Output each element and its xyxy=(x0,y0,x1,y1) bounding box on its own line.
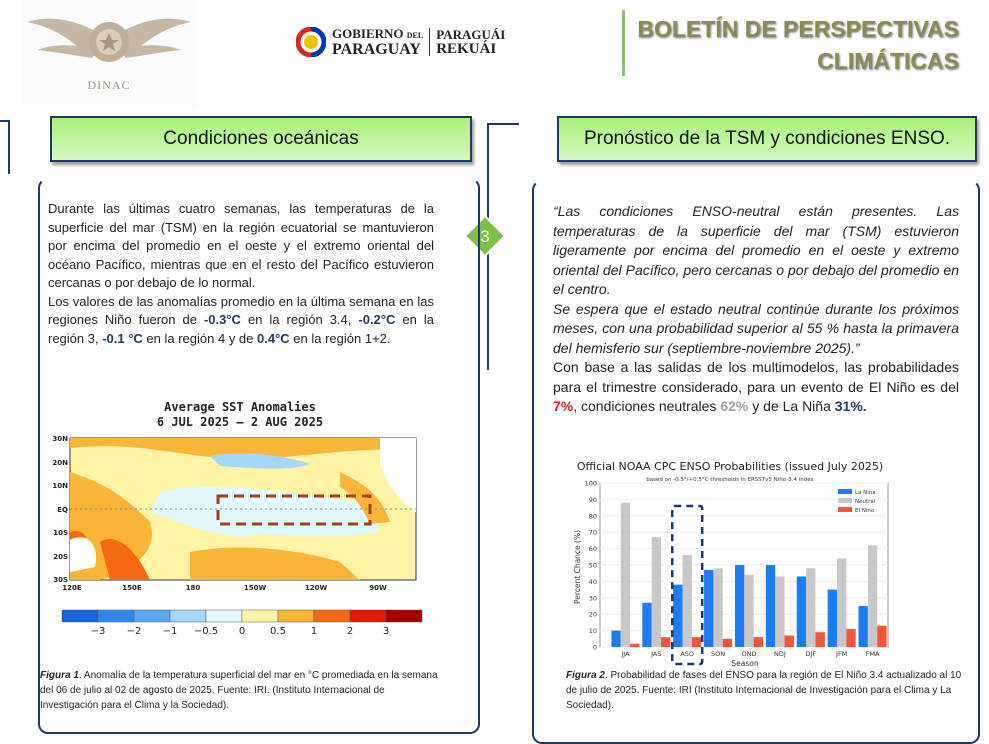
bar-la-nina xyxy=(766,565,775,647)
colorbar-label: −1 xyxy=(162,626,178,637)
bar-el-nino xyxy=(630,644,639,647)
x-tick-label: ASO xyxy=(680,650,695,658)
bar-la-nina xyxy=(735,565,744,647)
lon-label: 120W xyxy=(304,584,328,592)
y-axis-label: Percent Chance (%) xyxy=(573,529,582,605)
colorbar-segment xyxy=(134,610,170,622)
figure-2-caption-text: . Probabilidad de fases del ENSO para la región de El Niño 3.4 actualizado al 10 de julio de 2025. Fuente: IRI (Instituto Internacional de Investigación para el Clima y La Sociedad). xyxy=(566,670,962,711)
gov-logo-line1: GOBIERNO xyxy=(332,26,404,41)
figure-2-caption xyxy=(566,668,970,713)
nino3-value: -0.2°C xyxy=(358,312,396,327)
text-fragment: Con base a las salidas de los multimodelos, las probabilidades para el trimestre considerado, para un evento de El Niño es del xyxy=(553,359,959,395)
chart-subtitle: based on -0.5°/+0.5°C thresholds in ERSSTv5 Niño-3.4 index xyxy=(646,477,814,483)
dinac-logo xyxy=(22,0,196,106)
colorbar-segment xyxy=(242,610,278,622)
sst-map-title-2: 6 JUL 2025 – 2 AUG 2025 xyxy=(156,415,324,429)
oceanic-text xyxy=(48,200,434,348)
bulletin-title-line1: BOLETÍN DE PERSPECTIVAS xyxy=(637,16,959,42)
colorbar-segment xyxy=(62,610,98,622)
legend-label: El Nino xyxy=(855,508,875,514)
bulletin-title-line2: CLIMÁTICAS xyxy=(817,48,959,74)
forecast-paragraph xyxy=(553,358,959,417)
x-tick-label: SON xyxy=(711,650,726,658)
text-fragment: en la región 1+2. xyxy=(289,330,391,346)
lat-label: 20S xyxy=(53,553,68,561)
bar-neutral xyxy=(806,568,815,647)
forecast-quote-2: Se espera que el estado neutral continúe durante los próximos meses, con una probabilidad superior al 55 % hasta la primavera del hemisferio sur (septiembre-noviembre 2025).” xyxy=(553,300,959,356)
gov-logo-right1: PARAGUÁI xyxy=(436,27,506,42)
text-fragment: en la región 4 y de xyxy=(142,330,258,346)
oceanic-paragraph-2: Los valores de las anomalías promedio en la última semana en las regiones Niño fueron de xyxy=(48,293,434,327)
lon-label: 150E xyxy=(122,584,142,592)
dinac-logo-text: DINAC xyxy=(87,78,131,92)
nino34-value: -0.3°C xyxy=(203,312,241,327)
y-tick-label: 30 xyxy=(588,594,597,603)
gov-logo-line2: PARAGUAY xyxy=(332,41,421,58)
bar-el-nino xyxy=(877,626,886,647)
lon-label: 90W xyxy=(369,584,387,592)
colorbar-segment xyxy=(386,610,422,622)
figure-1-label: Figura 1 xyxy=(40,670,79,681)
gov-logo-del: DEL xyxy=(406,31,424,40)
lat-label: 10N xyxy=(52,482,68,490)
bar-el-nino xyxy=(846,629,855,647)
y-tick-label: 10 xyxy=(588,627,597,636)
colorbar-label: 3 xyxy=(382,626,390,637)
colorbar-label: −0.5 xyxy=(193,626,219,637)
bar-el-nino xyxy=(661,637,670,647)
x-tick-label: JAS xyxy=(651,650,662,658)
bar-la-nina xyxy=(611,631,620,647)
colorbar-label: −3 xyxy=(90,626,106,637)
y-tick-label: 60 xyxy=(588,545,597,554)
lon-label: 150W xyxy=(243,584,267,592)
colorbar-segment xyxy=(350,610,386,622)
bulletin-title xyxy=(637,13,959,77)
el-nino-probability: 7% xyxy=(553,398,574,414)
y-tick-label: 70 xyxy=(588,528,597,537)
gov-logo-divider xyxy=(429,28,430,56)
lat-label: 10S xyxy=(53,529,68,537)
la-nina-probability: 31%. xyxy=(834,398,867,414)
figure-2-label: Figura 2 xyxy=(566,670,605,681)
colorbar-label: 0.5 xyxy=(270,626,286,637)
bar-la-nina xyxy=(673,585,682,647)
bar-el-nino xyxy=(754,637,763,647)
bar-la-nina xyxy=(642,603,651,647)
x-tick-label: JJA xyxy=(621,650,630,658)
colorbar-segment xyxy=(170,610,206,622)
legend-label: Neutral xyxy=(855,499,876,505)
bar-el-nino xyxy=(723,639,732,647)
bar-la-nina xyxy=(859,606,868,647)
x-tick-label: FMA xyxy=(865,650,880,658)
x-tick-label: JFM xyxy=(836,650,848,658)
bar-neutral xyxy=(713,568,722,647)
forecast-text xyxy=(553,202,959,417)
legend-swatch xyxy=(838,498,852,503)
chart-title: Official NOAA CPC ENSO Probabilities (issued July 2025) xyxy=(576,460,884,473)
colorbar-segment xyxy=(98,610,134,622)
y-tick-label: 90 xyxy=(588,495,597,504)
lat-label: EQ xyxy=(57,506,68,514)
middle-bracket xyxy=(487,123,519,225)
bar-el-nino xyxy=(815,632,824,647)
header-divider xyxy=(622,10,625,76)
y-tick-label: 50 xyxy=(588,561,597,570)
bar-la-nina xyxy=(704,570,713,647)
middle-connector xyxy=(487,250,489,370)
y-tick-label: 40 xyxy=(588,577,597,586)
legend-label: La Nina xyxy=(855,490,876,496)
bar-neutral xyxy=(683,555,692,647)
lat-label: 30S xyxy=(53,576,68,584)
bar-la-nina xyxy=(797,576,806,647)
legend-swatch xyxy=(838,489,852,494)
colorbar-label: 2 xyxy=(346,626,354,637)
x-tick-label: DJF xyxy=(805,650,817,658)
figure-1-caption-text: . Anomalía de la temperatura superficial del mar en °C promediada en la semana del 06 de julio al 02 de agosto de 2025. Fuente: IRI. (Instituto Internacional de Investigación para el Clima y la Sociedad). xyxy=(40,670,438,711)
government-logo xyxy=(296,26,505,58)
enso-probability-chart xyxy=(560,455,900,670)
colorbar-label: 0 xyxy=(238,626,246,637)
sst-anomaly-map xyxy=(40,432,440,644)
forecast-quote-1: “Las condiciones ENSO-neutral están presentes. Las temperaturas de la superficie del mar (TSM) estuvieron ligeramente por encima del promedio en el oeste y extremo oriental del Pacífico, pero cercanas o por debajo del promedio en el centro. xyxy=(553,203,959,297)
colorbar-label: 1 xyxy=(310,626,318,637)
bar-neutral xyxy=(621,503,630,647)
sst-map-title xyxy=(40,400,440,430)
page-number: 3 xyxy=(480,227,490,246)
lon-label: 120E xyxy=(62,584,82,592)
section-title-forecast: Pronóstico de la TSM y condiciones ENSO. xyxy=(557,116,977,162)
x-axis-label: Season xyxy=(731,659,759,668)
left-bracket xyxy=(0,120,10,174)
bar-neutral xyxy=(744,575,753,647)
y-tick-label: 100 xyxy=(584,479,597,488)
bar-el-nino xyxy=(692,637,701,647)
figure-1-caption xyxy=(40,668,440,713)
colorbar-segment xyxy=(206,610,242,622)
lat-label: 30N xyxy=(52,435,68,443)
oceanic-paragraph-1: Durante las últimas cuatro semanas, las temperaturas de la superficie del mar (TSM) en la región ecuatorial se mantuvieron por encima del promedio en el oeste y el extremo oriental del océano Pacífico, mientras que en el resto del Pacífico estuvieron cercanas o por debajo de lo normal. xyxy=(48,201,434,290)
lon-label: 180 xyxy=(185,584,201,592)
colorbar-segment xyxy=(278,610,314,622)
y-tick-label: 80 xyxy=(588,512,597,521)
bar-neutral xyxy=(652,537,661,647)
bar-el-nino xyxy=(785,636,794,647)
winged-emblem-icon xyxy=(22,0,196,80)
bar-neutral xyxy=(775,576,784,647)
gov-logo-right2: REKUÁI xyxy=(436,41,497,57)
sst-map-title-1: Average SST Anomalies xyxy=(164,400,316,414)
bar-neutral xyxy=(868,545,877,647)
text-fragment: y de La Niña xyxy=(748,398,835,414)
text-fragment: , condiciones neutrales xyxy=(573,398,721,414)
y-tick-label: 0 xyxy=(592,643,597,652)
bar-neutral xyxy=(837,558,846,647)
paraguay-seal-icon xyxy=(296,27,326,57)
colorbar-label: −2 xyxy=(126,626,142,637)
y-tick-label: 20 xyxy=(588,610,597,619)
colorbar-segment xyxy=(314,610,350,622)
legend-swatch xyxy=(838,507,852,512)
x-tick-label: NDJ xyxy=(773,650,786,658)
text-fragment: en la región 3, xyxy=(48,312,434,346)
x-tick-label: OND xyxy=(741,650,757,658)
nino12-value: 0.4°C xyxy=(257,330,290,346)
text-fragment: en la región 3.4, xyxy=(240,312,359,327)
neutral-probability: 62% xyxy=(720,398,749,414)
bar-la-nina xyxy=(828,590,837,647)
lat-label: 20N xyxy=(52,459,68,467)
nino4-value: -0.1 °C xyxy=(102,330,143,346)
section-title-oceanic: Condiciones oceánicas xyxy=(50,116,472,162)
